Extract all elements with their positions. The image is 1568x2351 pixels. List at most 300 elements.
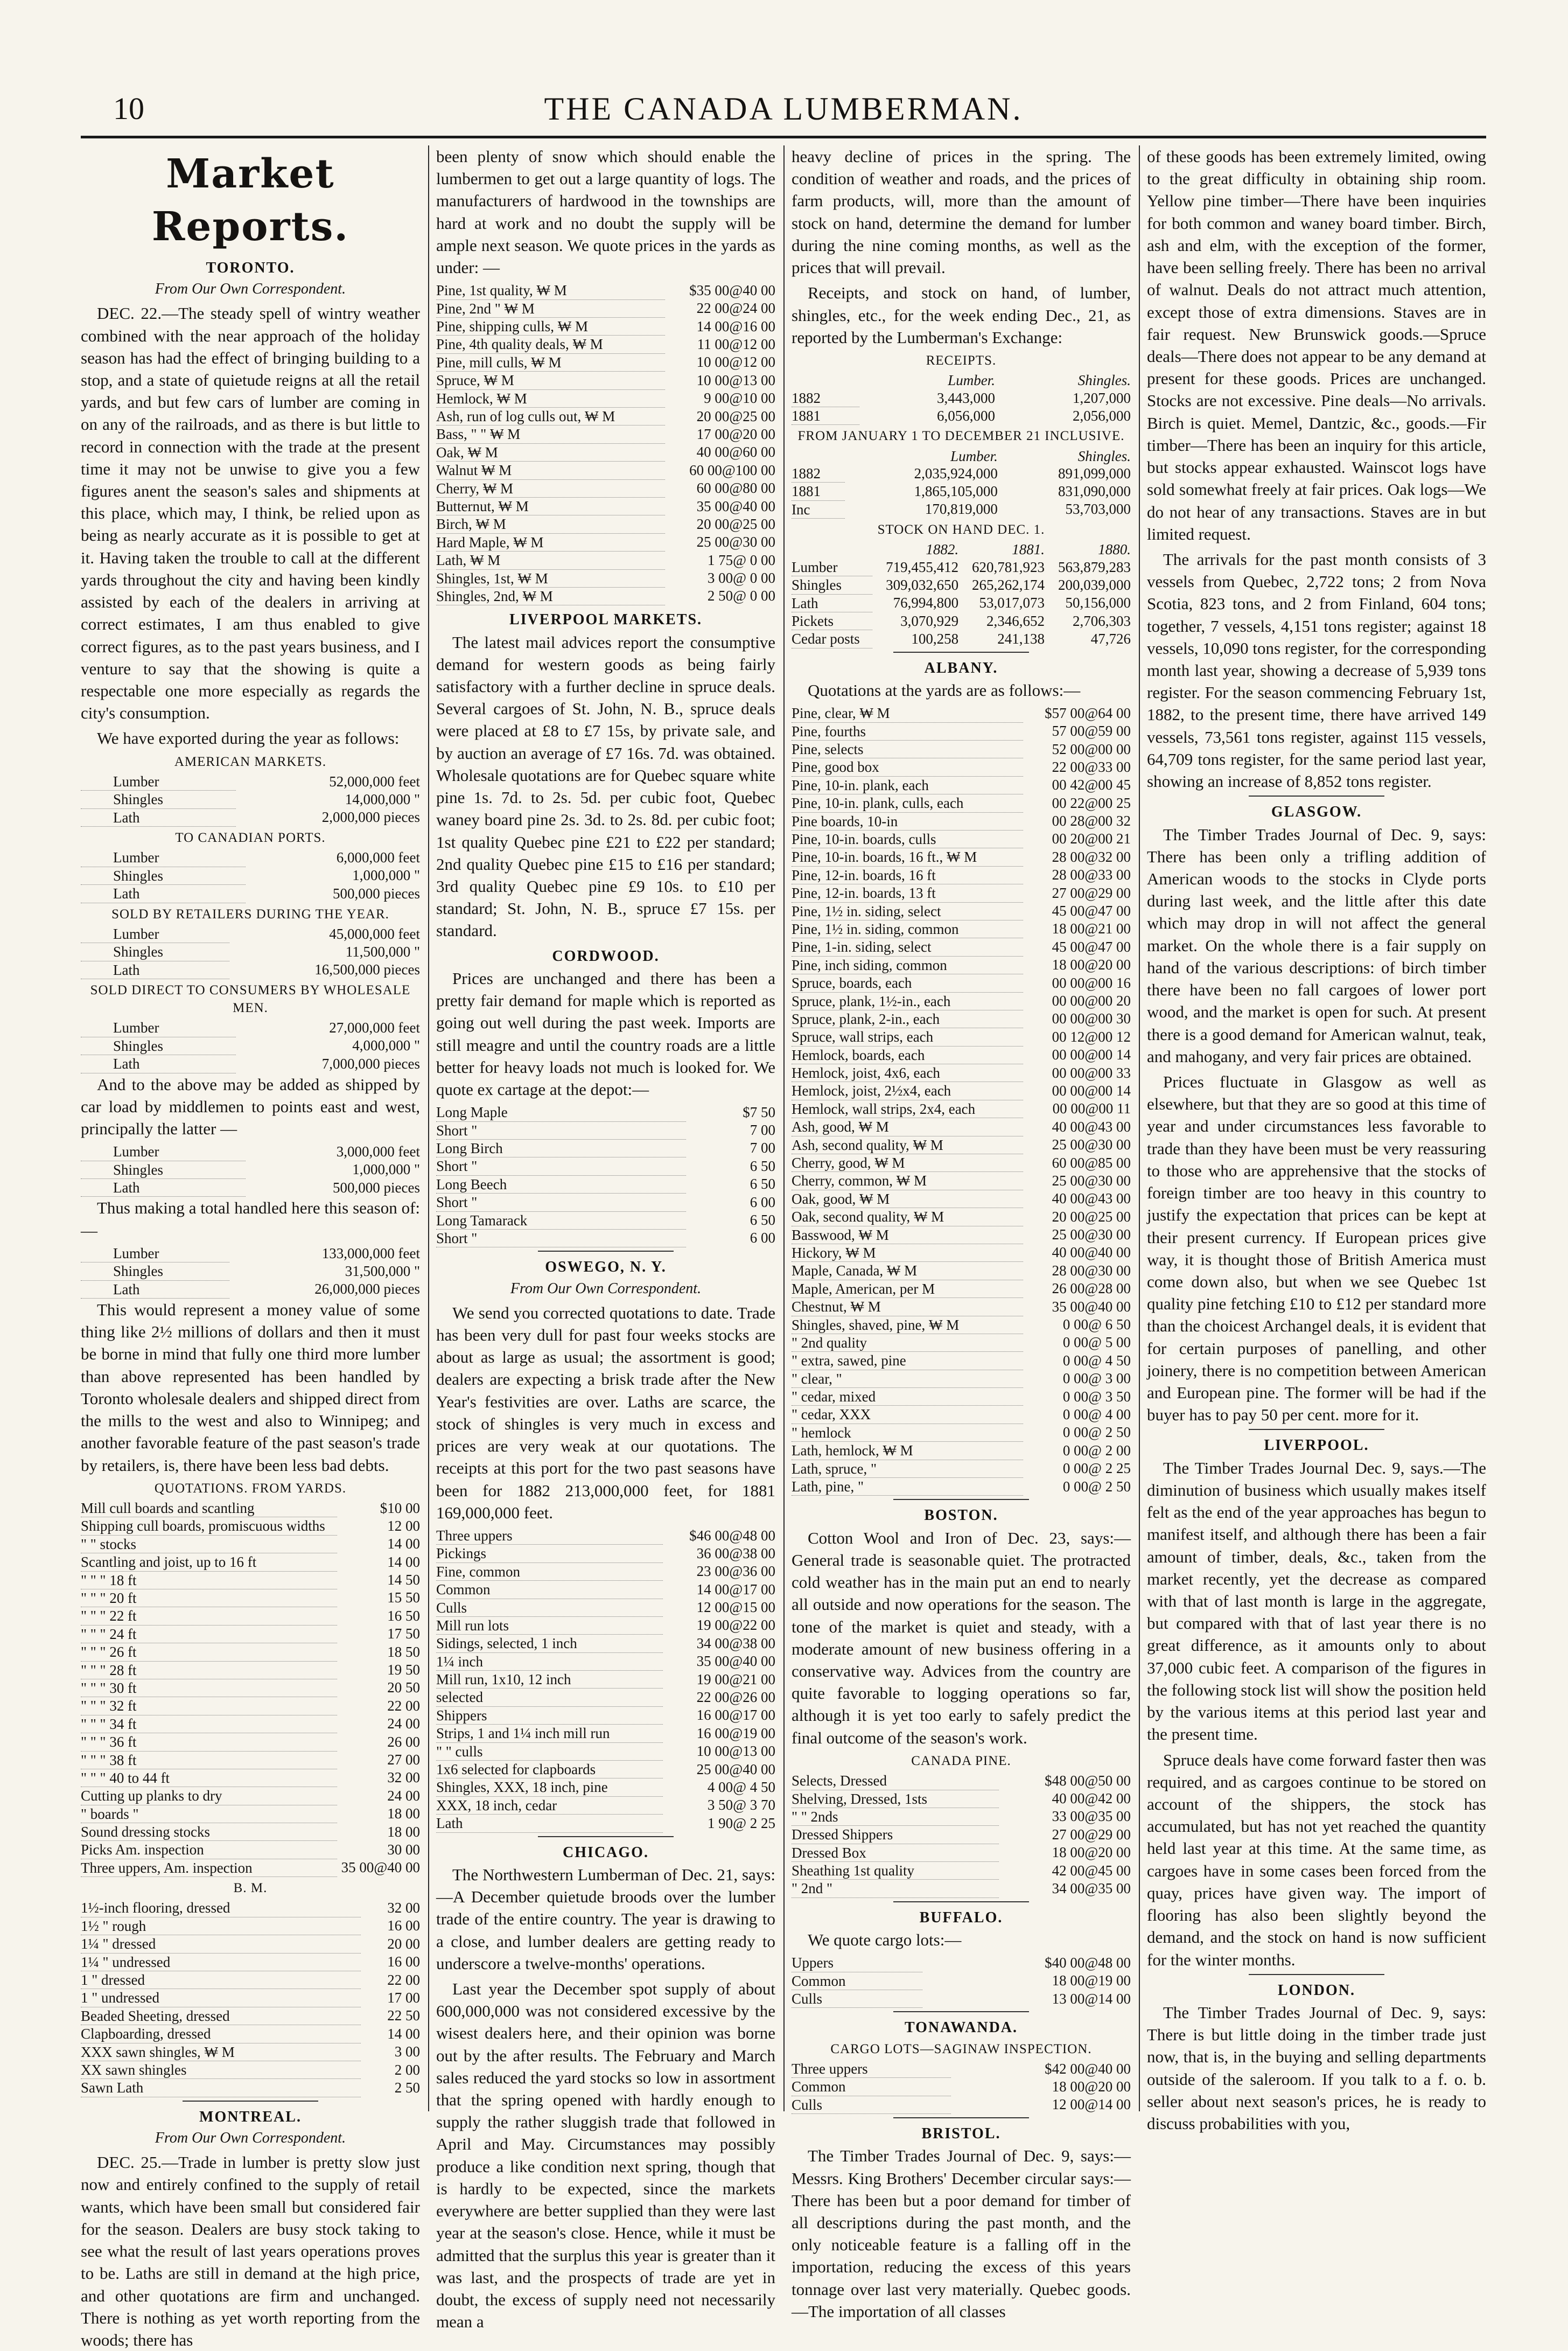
receipts-table <box>792 372 1131 425</box>
row-label: Mill cull boards and scantling <box>81 1499 337 1517</box>
row-value: 22 50 <box>387 2007 420 2024</box>
row-value: 3 00 <box>394 2043 420 2060</box>
row-label: Pine boards, 10-in <box>792 812 1023 830</box>
table-row <box>81 808 420 826</box>
column-divider <box>1139 145 1140 2111</box>
table-row <box>81 2025 420 2043</box>
row-label: Spruce, wall strips, each <box>792 1028 1023 1046</box>
table-row <box>792 1954 1131 1972</box>
row-value: 50,156,000 <box>1065 595 1131 611</box>
table-row <box>81 1571 420 1589</box>
row-label: Pine, 1½ in. siding, select <box>792 902 1023 920</box>
row-value: 16 00@19 00 <box>696 1725 775 1741</box>
page-header <box>81 90 1486 134</box>
table-row <box>81 773 420 791</box>
row-value: 40 00@60 00 <box>696 444 775 461</box>
table-row <box>792 1082 1131 1100</box>
table-row <box>81 1661 420 1679</box>
row-value: 0 00@ 4 50 <box>1062 1352 1131 1369</box>
glasgow-para-1: The Timber Trades Journal of Dec. 9, says: There has been only a trifling addition of American woods to the stocks in Clyde ports during last week, and the little after this date which may drop in will not affect the general market. On the whole there is a fair supply on hand of the various descriptions: of birch timber there have been no fall cargoes of lower port wood, and the market is open for such. At present there is a good demand for American walnut, teak, and mahogany, and very fair prices are obtained. <box>1147 825 1486 1066</box>
row-label: " cedar, mixed <box>792 1388 1023 1406</box>
row-label: Sidings, selected, 1 inch <box>436 1635 663 1652</box>
table-row <box>436 1104 775 1121</box>
row-value: 0 00@ 2 50 <box>1062 1478 1131 1495</box>
section-rule <box>893 2117 1029 2118</box>
row-value: 24 00 <box>387 1787 420 1804</box>
table-row <box>792 902 1131 920</box>
row-label: Strips, 1 and 1¼ inch mill run <box>436 1725 663 1742</box>
row-label: Ash, run of log culls out, ₩ M <box>436 408 665 425</box>
row-label: Beaded Sheeting, dressed <box>81 2007 361 2025</box>
table-row <box>792 1772 1131 1790</box>
table-row <box>792 1226 1131 1244</box>
column-header <box>792 448 845 465</box>
row-value: 00 00@00 11 <box>1052 1100 1131 1117</box>
table-row <box>81 1787 420 1805</box>
table-row <box>792 1100 1131 1118</box>
row-value: 0 00@ 6 50 <box>1062 1316 1131 1333</box>
row-label: Cherry, common, ₩ M <box>792 1172 1023 1190</box>
row-value: 17 00@20 00 <box>696 425 775 442</box>
row-value: 20 00@25 00 <box>696 515 775 532</box>
section-rule <box>538 1251 674 1252</box>
table-row <box>792 612 1131 630</box>
table-row <box>81 1607 420 1625</box>
boston-text: Cotton Wool and Iron of Dec. 23, says:—General trade is seasonable quiet. The protracted cold weather has in the main put an end to nearly all outside and now operations for the season. The tone of the market is quiet and steady, with a moderate amount of new business offering in a conservative way. Advices from the country are quite favorable to logging operations so far, although it is yet too early to safely predict the final outcome of the season's work. <box>792 1528 1131 1747</box>
table-row <box>81 1143 420 1161</box>
row-label: Lath <box>81 1055 236 1073</box>
row-label: 1¼ " dressed <box>81 1935 361 1953</box>
row-value: 00 22@00 25 <box>1052 794 1131 811</box>
row-value: 22 00@26 00 <box>696 1689 775 1705</box>
row-value: 1,207,000 <box>1073 389 1131 406</box>
row-value: 2 00 <box>394 2061 420 2078</box>
row-label: Pine, 10-in. boards, 16 ft., ₩ M <box>792 848 1023 866</box>
column-header: Lumber. <box>950 448 998 464</box>
row-label: Uppers <box>792 1954 922 1972</box>
row-label: Culls <box>792 2096 951 2113</box>
oswego-prices-table <box>436 1527 775 1833</box>
row-value: 28 00@32 00 <box>1052 848 1131 865</box>
row-label: Cherry, good, ₩ M <box>792 1154 1023 1172</box>
table-row <box>792 465 1131 483</box>
row-label: 1881 <box>792 483 845 500</box>
row-label: Lumber <box>81 925 229 943</box>
row-label: " " " 24 ft <box>81 1625 337 1643</box>
table-row <box>792 794 1131 812</box>
table-row <box>792 848 1131 866</box>
row-value: 20 00@25 00 <box>696 408 775 424</box>
row-label: " " " 36 ft <box>81 1733 337 1751</box>
row-label: " " " 18 ft <box>81 1571 337 1589</box>
table-row <box>81 1989 420 2007</box>
table-row <box>436 282 775 299</box>
row-value: 00 00@00 30 <box>1052 1010 1131 1027</box>
bristol-continued: of these goods has been extremely limited, owing to the great difficulty in obtaining ship room. Yellow pine timber—There have been inquiries for both common and waney board timber. Birch, ash and elm, with the exception of the former, have been selling freely. There has been no arrival of walnut. Deals do not attract much attention, except those of extra dimensions. Staves are in fair request. New Brunswick goods.—Spruce deals—There does not appear to be any demand at present for these goods. Prices are unchanged. Stocks are not excessive. Pine deals—No arrivals. Birch is quiet. Memel, Dantzic, &c., goods.—Fir timber—There has been an inquiry for this article, but stocks appear exhausted. Wainscot logs have sold somewhat freely at fair prices. Oak logs—We do not hear of any transactions. Staves are in but limited request. <box>1147 147 1486 543</box>
row-label: Pine, 10-in. plank, culls, each <box>792 794 1023 812</box>
column-header: Lumber. <box>948 372 995 389</box>
table-row <box>436 1761 775 1778</box>
row-value: 20 50 <box>387 1679 420 1696</box>
row-label: " " " 28 ft <box>81 1661 337 1679</box>
table-row <box>792 1352 1131 1370</box>
table-row <box>436 1815 775 1832</box>
row-label: " 2nd " <box>792 1880 999 1897</box>
row-value: 20 00@25 00 <box>1052 1208 1131 1225</box>
canada-pine-table <box>792 1772 1131 1898</box>
row-label: " cedar, XXX <box>792 1406 1023 1424</box>
row-value: 57 00@59 00 <box>1052 723 1131 740</box>
table-row <box>792 1826 1131 1844</box>
group-table <box>81 849 420 903</box>
row-value: 52 00@00 00 <box>1052 741 1131 757</box>
table-row <box>81 1769 420 1787</box>
chicago-receipts-intro: Receipts, and stock on hand, of lumber, shingles, etc., for the week ending Dec., 21, as reported by the Lumberman's Exchange: <box>792 283 1131 347</box>
chicago-para-1: The Northwestern Lumberman of Dec. 21, says:—A December quietude broods over the lumber trade of the entire country. The year is drawing to a close, and lumber dealers are getting ready to underscore a twelve-months' operations. <box>436 1865 775 1973</box>
table-row <box>792 741 1131 758</box>
toronto-para-2: We have exported during the year as follows: <box>97 729 400 748</box>
row-label: Lath <box>81 961 229 979</box>
table-row <box>81 1971 420 1989</box>
row-value: 35 00@40 00 <box>341 1859 420 1876</box>
bristol-text: The Timber Trades Journal of Dec. 9, says:—Messrs. King Brothers' December circular says:—There has been but a poor demand for timber of all descriptions during the past month, and the only noticeable feature is a falling off in the importation, reducing the excess of this years tonnage over last very materially. Quebec goods.—The importation of all classes <box>792 2146 1131 2321</box>
row-value: 28 00@33 00 <box>1052 867 1131 883</box>
row-value: 241,138 <box>997 630 1045 647</box>
row-value: 133,000,000 feet <box>321 1245 420 1261</box>
row-value: 1 75@ 0 00 <box>707 552 775 568</box>
row-label: Pickings <box>436 1545 663 1562</box>
table-row <box>792 866 1131 884</box>
row-label: Spruce, boards, each <box>792 974 1023 992</box>
table-row <box>792 1388 1131 1406</box>
row-value: 3,070,929 <box>900 612 959 629</box>
table-row <box>81 867 420 884</box>
row-label: Lath, ₩ M <box>436 552 665 569</box>
row-value: 1,865,105,000 <box>914 483 998 499</box>
row-value: 6,000,000 feet <box>336 849 420 866</box>
row-value: $40 00@48 00 <box>1045 1955 1131 1971</box>
group-table <box>81 773 420 827</box>
table-row <box>436 1527 775 1545</box>
row-label: Pickets <box>792 612 872 630</box>
row-label: Long Maple <box>436 1104 686 1121</box>
row-value: 00 28@00 32 <box>1052 813 1131 829</box>
table-row <box>81 1055 420 1073</box>
table-row <box>792 594 1131 612</box>
row-label: " extra, sawed, pine <box>792 1352 1023 1370</box>
toronto-para-3: And to the above may be added as shipped by car load by middlemen to points east and west, principally the latter — <box>81 1075 420 1139</box>
tonawanda-heading: TONAWANDA. <box>904 2019 1018 2036</box>
table-row <box>81 1715 420 1733</box>
row-label: Lath <box>436 1815 663 1832</box>
row-label: 1½ " rough <box>81 1917 361 1935</box>
group-table <box>81 1019 420 1073</box>
row-value: 16 50 <box>387 1607 420 1624</box>
row-value: 2,000,000 pieces <box>321 809 420 826</box>
row-value: 32 00 <box>387 1900 420 1916</box>
table-row <box>792 830 1131 848</box>
group-table <box>81 925 420 979</box>
row-value: 891,099,000 <box>1058 465 1131 482</box>
table-row <box>792 956 1131 974</box>
row-label: " " culls <box>436 1742 663 1760</box>
toronto-heading: TORONTO. <box>206 259 295 276</box>
table-row <box>792 1370 1131 1387</box>
table-row <box>81 1037 420 1055</box>
row-value: 40 00@43 00 <box>1052 1190 1131 1207</box>
row-label: 1 " undressed <box>81 1989 361 2007</box>
table-row <box>792 974 1131 992</box>
row-label: Shingles <box>81 867 246 884</box>
row-label: XXX sawn shingles, ₩ M <box>81 2043 361 2061</box>
from-january-label: FROM JANUARY 1 TO DECEMBER 21 INCLUSIVE. <box>797 429 1125 444</box>
table-row <box>81 925 420 943</box>
table-row <box>81 1589 420 1607</box>
row-value: 18 00 <box>387 1805 420 1822</box>
page-number: 10 <box>113 91 144 126</box>
row-value: 20 00 <box>387 1935 420 1952</box>
row-label: Lumber <box>81 1143 246 1161</box>
row-value: 18 00@20 00 <box>1052 957 1131 973</box>
row-label: Pine, 10-in. boards, culls <box>792 830 1023 848</box>
row-label: Shipping cull boards, promiscuous widths <box>81 1517 337 1535</box>
row-label: 1882 <box>792 465 845 483</box>
row-label: Short " <box>436 1157 686 1175</box>
table-row <box>436 1652 775 1670</box>
table-row <box>436 479 775 497</box>
row-label: Shingles <box>81 791 236 808</box>
row-value: 23 00@36 00 <box>696 1563 775 1580</box>
row-value: 2,035,924,000 <box>914 465 998 482</box>
row-value: 53,703,000 <box>1065 501 1131 518</box>
table-row <box>792 389 1131 407</box>
row-value: 25 00@40 00 <box>696 1761 775 1777</box>
montreal-continued: been plenty of snow which should enable the lumbermen to get out a large quantity of logs. The manufacturers of hardwood in the townships are hard at work and no doubt the supply will be ample next season. We quote prices in the yards as under: — <box>436 147 775 277</box>
row-label: Scantling and joist, up to 16 ft <box>81 1553 337 1571</box>
row-label: Shippers <box>436 1706 663 1724</box>
table-row <box>436 533 775 551</box>
table-row <box>792 576 1131 594</box>
liverpool-para-2: Spruce deals have come forward faster then was required, and as cargoes continue to be stored on account of the shippers, the stock has accumulated, but has not yet reached the quantity held last year at this time. At the same time, as cargoes have in some cases been forced from the quay, prices have given way. The import of flooring has also been slightly beyond the demand, and the stock on hand is now sufficient for the winter months. <box>1147 1750 1486 1969</box>
row-value: 12 00@14 00 <box>1052 2096 1131 2113</box>
table-row <box>436 1778 775 1796</box>
row-label: Birch, ₩ M <box>436 515 665 533</box>
row-label: Pine, 4th quality deals, ₩ M <box>436 336 665 353</box>
row-value: 10 00@12 00 <box>696 354 775 371</box>
row-value: 53,017,073 <box>979 595 1045 611</box>
row-label: 1881 <box>792 407 859 425</box>
table-row <box>792 630 1131 648</box>
table-row <box>436 1581 775 1599</box>
row-value: 00 00@00 20 <box>1052 993 1131 1009</box>
receipts-label: RECEIPTS. <box>926 353 997 368</box>
row-value: 200,039,000 <box>1058 576 1131 593</box>
group-label: SOLD DIRECT TO CONSUMERS BY WHOLESALE MEN. <box>90 982 411 1016</box>
table-row <box>792 1172 1131 1190</box>
table-row <box>81 2007 420 2025</box>
row-label: " " " 40 to 44 ft <box>81 1769 337 1787</box>
row-value: 25 00@30 00 <box>1052 1172 1131 1189</box>
row-label: Shingles <box>792 576 872 594</box>
table-row <box>436 1121 775 1139</box>
row-value: 12 00@15 00 <box>696 1599 775 1616</box>
table-row <box>436 569 775 587</box>
table-row <box>436 462 775 479</box>
table-row <box>792 500 1131 518</box>
column-header <box>792 541 872 558</box>
albany-intro: Quotations at the yards are as follows:— <box>808 681 1081 700</box>
section-rule <box>893 1499 1029 1500</box>
group-label: TO CANADIAN PORTS. <box>175 831 326 846</box>
row-label: Lumber <box>81 773 236 791</box>
row-value: 00 00@00 14 <box>1052 1047 1131 1063</box>
row-label: XX sawn shingles <box>81 2061 361 2079</box>
row-label: Hemlock, boards, each <box>792 1046 1023 1064</box>
row-value: 00 20@00 21 <box>1052 831 1131 847</box>
row-label: Short " <box>436 1194 686 1211</box>
row-value: 18 00@21 00 <box>1052 920 1131 937</box>
row-label: Three uppers, Am. inspection <box>81 1859 337 1876</box>
row-label: Cherry, ₩ M <box>436 479 665 497</box>
london-text: The Timber Trades Journal of Dec. 9, says: There is but little doing in the timber trade just now, that is, in the buying and selling departments outside of the saleroom. If you talk to a f. o. b. seller about next season's prices, he is ready to discuss probabilities with you, <box>1147 2003 1486 2133</box>
table-row <box>436 1725 775 1742</box>
table-row <box>81 1917 420 1935</box>
row-value: 0 00@ 5 00 <box>1062 1334 1131 1351</box>
row-label: Hemlock, wall strips, 2x4, each <box>792 1100 1023 1118</box>
table-row <box>81 1953 420 1971</box>
row-value: 27 00@29 00 <box>1052 1826 1131 1843</box>
table-row <box>436 1545 775 1562</box>
table-row <box>792 1316 1131 1334</box>
table-row <box>792 704 1131 722</box>
table-row <box>792 2060 1131 2078</box>
row-label: Spruce, ₩ M <box>436 372 665 389</box>
row-value: $35 00@40 00 <box>689 282 775 299</box>
row-value: 6,056,000 <box>937 407 995 424</box>
table-row <box>436 1706 775 1724</box>
row-label: " " " 32 ft <box>81 1697 337 1715</box>
row-label: Oak, good, ₩ M <box>792 1190 1023 1208</box>
column-header <box>792 372 859 389</box>
header-rule <box>81 136 1486 138</box>
row-label: Pine, selects <box>792 741 1023 758</box>
row-value: 3 00@ 0 00 <box>707 570 775 587</box>
row-value: 18 50 <box>387 1643 420 1660</box>
row-value: 18 00 <box>387 1823 420 1840</box>
row-value: 6 00 <box>750 1230 775 1246</box>
row-label: XXX, 18 inch, cedar <box>436 1796 663 1814</box>
row-value: 3,443,000 <box>937 389 995 406</box>
chicago-continued: heavy decline of prices in the spring. The condition of weather and roads, and the prices of farm products, will, more than the amount of stock on hand, determine the demand for lumber during the nine coming months, as well as the prices that will prevail. <box>792 147 1131 277</box>
row-value: 00 12@00 12 <box>1052 1028 1131 1045</box>
row-label: Lath <box>81 1280 229 1298</box>
table-row <box>81 1935 420 1953</box>
row-value: 47,726 <box>1090 630 1131 647</box>
row-value: 170,819,000 <box>925 501 998 518</box>
row-label: Pine, 1-in. siding, select <box>792 938 1023 956</box>
table-row <box>81 1733 420 1751</box>
row-value: 6 50 <box>750 1157 775 1174</box>
masthead: THE CANADA LUMBERMAN. <box>544 91 1023 127</box>
column-1 <box>81 145 420 2349</box>
table-row <box>436 1194 775 1211</box>
row-label: Lath <box>792 594 872 612</box>
row-value: 10 00@13 00 <box>696 1743 775 1760</box>
column-2 <box>436 145 775 2332</box>
bristol-arrivals: The arrivals for the past month consists of 3 vessels from Quebec, 2,722 tons; 2 from Nova Scotia, 823 tons, and 2 from Finland, 604 tons; together, 7 vessels, 4,151 tons register; against 18 vessels, 10,090 tons register, for the corresponding month last year, showing a decrease of 5,939 tons register. For the season commencing February 1st, 1882, to the present time, there have arrived 149 vessels, 73,561 tons register, against 115 vessels, 64,709 tons register, for the same period last year, showing an increase of 8,852 tons register. <box>1147 549 1486 791</box>
row-value: 4 00@ 4 50 <box>707 1778 775 1795</box>
liverpool-para-1: The Timber Trades Journal Dec. 9, says.—The diminution of business which usually makes itself felt as the end of the year approaches has begun to manifest itself, and although there has been a fair amount of timber, deals, &c., taken from the market recently, yet the decrease as compared with that of last month is large in the aggregate, but compared with that of last year there is no great difference, as it amounts only to about 37,000 cubic feet. A comparison of the figures in the following stock list will show the position held by the various items at this period last year and the present time. <box>1147 1458 1486 1744</box>
toronto-para-1: DEC. 22.—The steady spell of wintry weather combined with the near approach of the holiday season has had the effect of bringing building to a stop, and a state of quietude reigns at all the retail yards, and but few cars of lumber are coming in on any of the railroads, and as there is but little to record in connection with the trade at the present time it may not be unwise to give you a few figures anent the season's sales and shipments at this place, which may, I think, be relied upon as being as nearly accurate as it is possible to get at it. Having taken the trouble to call at the different yards throughout the city and having been kindly assisted by each of the dealers in arriving at correct estimates, I am thus enabled to give correct figures, as to the past years business, and I venture to say that the showing is quite a respectable one more especially as regards the city's consumption. <box>81 304 420 723</box>
table-row <box>81 1245 420 1262</box>
table-row <box>792 938 1131 956</box>
row-label: Pine, 12-in. boards, 13 ft <box>792 884 1023 902</box>
row-label: Sheathing 1st quality <box>792 1862 999 1880</box>
row-label: Maple, Canada, ₩ M <box>792 1262 1023 1280</box>
row-value: 265,262,174 <box>972 576 1045 593</box>
row-label: 1½-inch flooring, dressed <box>81 1899 361 1917</box>
table-row <box>81 1643 420 1661</box>
row-label: " " " 26 ft <box>81 1643 337 1661</box>
row-value: 3,000,000 feet <box>336 1143 420 1160</box>
table-row <box>81 1899 420 1917</box>
table-row <box>792 1154 1131 1172</box>
row-value: 45,000,000 feet <box>329 925 420 942</box>
table-row <box>436 372 775 389</box>
row-value: 16 00 <box>387 1917 420 1934</box>
tonawanda-subheading: CARGO LOTS—SAGINAW INSPECTION. <box>830 2041 1092 2056</box>
table-row <box>436 318 775 336</box>
table-row <box>436 1139 775 1157</box>
toronto-middlemen-table <box>81 1143 420 1197</box>
toronto-export-groups <box>81 753 420 1073</box>
row-label: Lumber <box>81 849 246 867</box>
row-value: 0 00@ 2 50 <box>1062 1424 1131 1441</box>
row-value: 22 00 <box>387 1971 420 1988</box>
row-label: Cutting up planks to dry <box>81 1787 337 1805</box>
row-label: Pine, clear, ₩ M <box>792 704 1023 722</box>
row-value: 6 50 <box>750 1212 775 1229</box>
row-value: 76,994,800 <box>893 595 959 611</box>
montreal-heading: MONTREAL. <box>199 2108 302 2125</box>
section-rule <box>1249 796 1384 797</box>
table-row <box>792 1790 1131 1808</box>
table-row <box>436 299 775 317</box>
row-label: Inc <box>792 500 845 518</box>
row-label: Lath, pine, " <box>792 1478 1023 1496</box>
table-row <box>81 1859 420 1876</box>
buffalo-heading: BUFFALO. <box>919 1909 1003 1926</box>
table-row <box>792 1880 1131 1897</box>
toronto-bm-heading: B. M. <box>233 1881 268 1896</box>
table-row <box>436 587 775 605</box>
group-label: SOLD BY RETAILERS DURING THE YEAR. <box>111 906 389 922</box>
row-value: 27,000,000 feet <box>329 1020 420 1036</box>
liverpool-markets-heading: LIVERPOOL MARKETS. <box>509 611 703 629</box>
row-value: 3 50@ 3 70 <box>707 1797 775 1813</box>
oswego-text: We send you corrected quotations to date. Trade has been very dull for past four weeks stocks are about as large as usual; the assortment is good; dealers are expecting a brisk trade after the New Year's festivities are over. Laths are scarce, the stock of shingles is very much in excess and prices are very weak at our quotations. The receipts at this port for the two past seasons have been for 1882 213,000,000 feet, for 1881 169,000,000 feet. <box>436 1303 775 1522</box>
row-label: Shingles, shaved, pine, ₩ M <box>792 1316 1023 1334</box>
row-label: Shingles, 2nd, ₩ M <box>436 587 665 605</box>
row-value: 42 00@45 00 <box>1052 1862 1131 1879</box>
row-label: " " " 34 ft <box>81 1715 337 1733</box>
canada-pine-heading: CANADA PINE. <box>911 1753 1011 1768</box>
row-value: 27 00 <box>387 1752 420 1768</box>
row-label: Sound dressing stocks <box>81 1823 337 1841</box>
row-label: Long Birch <box>436 1139 686 1157</box>
table-row <box>792 483 1131 500</box>
row-value: $10 00 <box>380 1500 420 1517</box>
